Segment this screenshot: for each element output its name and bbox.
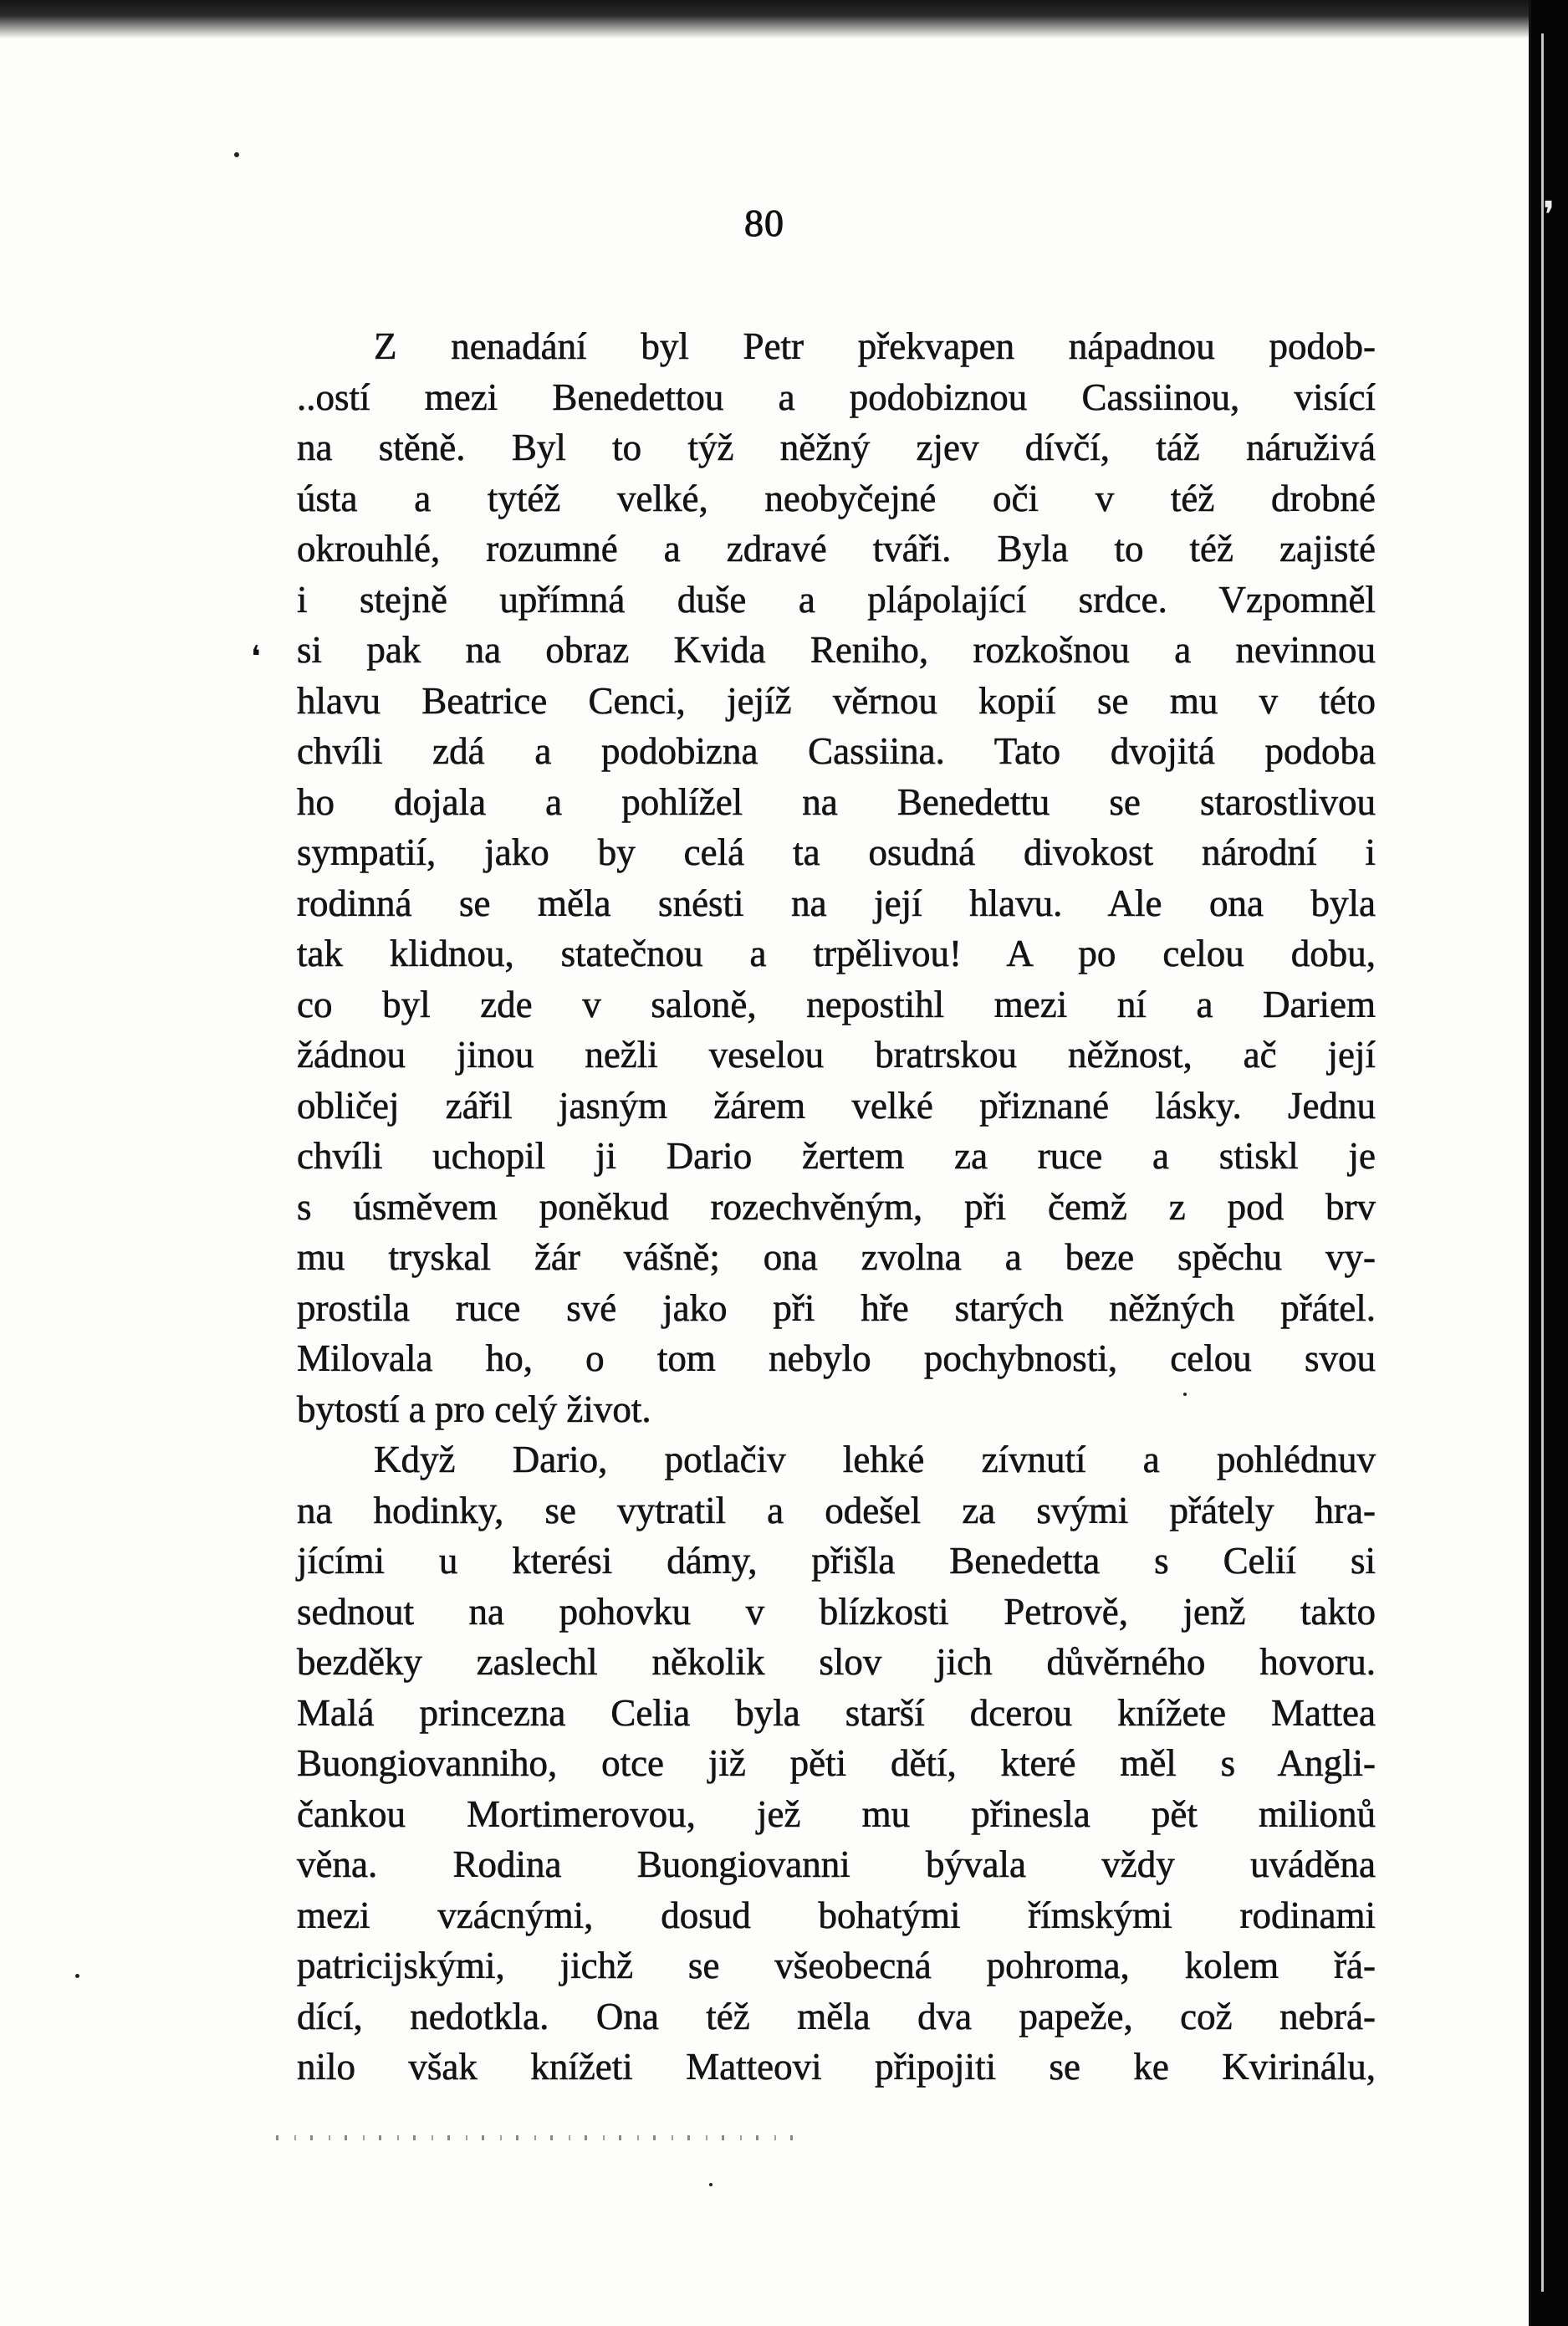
text-line: tak klidnou, statečnou a trpělivou! A po celou dobu, <box>297 933 1376 974</box>
text-line: na stěně. Byl to týž něžný zjev dívčí, táž náruživá <box>297 427 1376 468</box>
body-text <box>297 321 1376 2093</box>
top-scan-shadow <box>0 0 1529 38</box>
page-number: 80 <box>744 202 784 244</box>
text-line: ho dojala a pohlížel na Benedettu se starostlivou <box>297 780 1376 823</box>
text-line: věna. Rodina Buongiovanni bývala vždy uváděna <box>297 1843 1376 1885</box>
text-line: dící, nedotkla. Ona též měla dva papeže, což nebrá- <box>297 1995 1376 2037</box>
paragraph <box>297 321 1376 1434</box>
text-line: i stejně upřímná duše a plápolající srdce. Vzpomněl <box>297 578 1376 621</box>
text-line: žádnou jinou nežli veselou bratrskou něžnost, ač její <box>297 1034 1376 1076</box>
text-line: okrouhlé, rozumné a zdravé tváři. Byla to též zajisté <box>297 528 1376 570</box>
text-line: Buongiovanniho, otce již pěti dětí, které měl s Angli- <box>297 1742 1376 1784</box>
text-line: sednout na pohovku v blízkosti Petrově, jenž takto <box>297 1590 1376 1633</box>
text-line: mu tryskal žár vášně; ona zvolna a beze spěchu vy- <box>297 1236 1376 1278</box>
text-line: jícími u kterési dámy, přišla Benedetta s Celií si <box>297 1540 1376 1582</box>
text-line: rodinná se měla snésti na její hlavu. Ale ona byla <box>297 882 1376 924</box>
paragraph <box>297 1434 1376 2093</box>
text-line: Z nenadání byl Petr překvapen nápadnou podob- <box>374 325 1376 367</box>
text-line: mezi vzácnými, dosud bohatými římskými rodinami <box>297 1894 1376 1936</box>
margin-mark: ❛ <box>251 640 261 673</box>
scan-dust <box>276 2135 803 2140</box>
text-line: Když Dario, potlačiv lehké zívnutí a pohlédnuv <box>374 1439 1376 1480</box>
scan-border <box>1531 0 1568 2326</box>
text-line: chvíli zdá a podobizna Cassiina. Tato dvojitá podoba <box>297 730 1376 772</box>
scan-speck <box>709 2183 712 2186</box>
text-line: na hodinky, se vytratil a odešel za svými přátely hra- <box>297 1489 1376 1531</box>
text-line: si pak na obraz Kvida Reniho, rozkošnou a nevinnou <box>297 629 1376 671</box>
text-line: obličej zářil jasným žárem velké přiznané lásky. Jednu <box>297 1084 1376 1127</box>
text-line: čankou Mortimerovou, jež mu přinesla pět milionů <box>297 1792 1376 1835</box>
text-line: bytostí a pro celý život. <box>297 1388 651 1430</box>
text-line: patricijskými, jichž se všeobecná pohroma, kolem řá- <box>297 1945 1376 1986</box>
text-line: prostila ruce své jako při hře starých něžných přátel. <box>297 1286 1376 1329</box>
scan-speck <box>75 1974 79 1978</box>
edge-mark: ❜ <box>1543 195 1555 236</box>
text-line: chvíli uchopil ji Dario žertem za ruce a stiskl je <box>297 1135 1376 1177</box>
text-line: hlavu Beatrice Cenci, jejíž věrnou kopií se mu v této <box>297 679 1376 722</box>
text-line: Malá princezna Celia byla starší dcerou knížete Mattea <box>297 1691 1376 1734</box>
text-line: ústa a tytéž velké, neobyčejné oči v též drobné <box>297 477 1376 519</box>
text-line: Milovala ho, o tom nebylo pochybnosti, celou svou <box>297 1337 1376 1379</box>
scan-speck <box>1183 1393 1187 1396</box>
text-line: nilo však knížeti Matteovi připojiti se ke Kvirinálu, <box>297 2046 1376 2088</box>
text-line: co byl zde v saloně, nepostihl mezi ní a Dariem <box>297 983 1376 1025</box>
page-edge-line <box>1541 33 1544 2292</box>
scan-speck <box>234 152 239 157</box>
text-line: sympatií, jako by celá ta osudná divokost národní i <box>297 831 1376 873</box>
text-line: bezděky zaslechl několik slov jich důvěrného hovoru. <box>297 1641 1376 1683</box>
text-line: ..ostí mezi Benedettou a podobiznou Cassiinou, visící <box>297 376 1376 418</box>
text-line: s úsměvem poněkud rozechvěným, při čemž z pod brv <box>297 1185 1376 1228</box>
